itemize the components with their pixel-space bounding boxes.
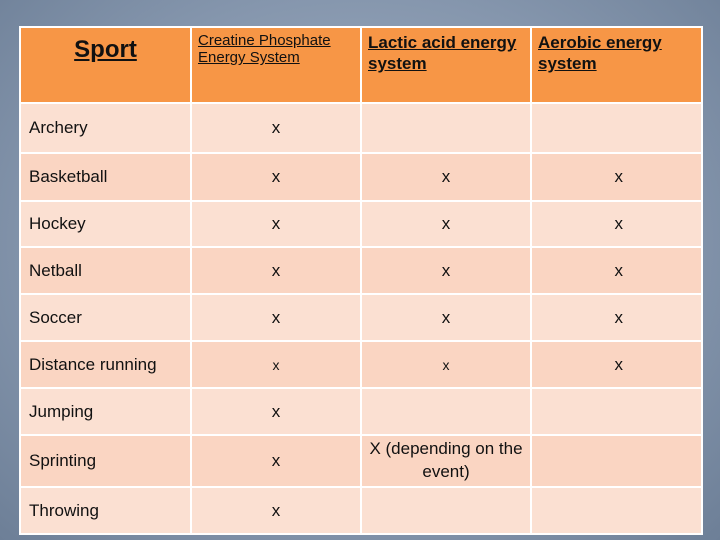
creatine-phosphate-cell: x bbox=[191, 341, 361, 388]
sport-cell: Sprinting bbox=[20, 435, 191, 487]
lactic-acid-cell: x bbox=[361, 153, 531, 201]
creatine-phosphate-cell: x bbox=[191, 247, 361, 294]
lactic-acid-cell: x bbox=[361, 247, 531, 294]
table-header-row bbox=[20, 27, 702, 103]
creatine-phosphate-cell: x bbox=[191, 294, 361, 341]
table-row bbox=[20, 247, 702, 294]
creatine-phosphate-cell: x bbox=[191, 103, 361, 153]
aerobic-cell bbox=[531, 388, 702, 435]
creatine-phosphate-cell: x bbox=[191, 388, 361, 435]
creatine-phosphate-cell: x bbox=[191, 153, 361, 201]
sport-cell: Throwing bbox=[20, 487, 191, 534]
aerobic-cell bbox=[531, 435, 702, 487]
lactic-acid-cell: x bbox=[361, 341, 531, 388]
aerobic-cell bbox=[531, 103, 702, 153]
lactic-acid-cell: x bbox=[361, 201, 531, 247]
header-aerobic: Aerobic energy system bbox=[531, 27, 702, 103]
lactic-acid-cell bbox=[361, 103, 531, 153]
creatine-phosphate-cell: x bbox=[191, 487, 361, 534]
table-row bbox=[20, 294, 702, 341]
table-row bbox=[20, 487, 702, 534]
creatine-phosphate-cell: x bbox=[191, 201, 361, 247]
table-row bbox=[20, 435, 702, 487]
table-row bbox=[20, 388, 702, 435]
sport-cell: Hockey bbox=[20, 201, 191, 247]
sport-cell: Netball bbox=[20, 247, 191, 294]
aerobic-cell: x bbox=[531, 294, 702, 341]
aerobic-cell: x bbox=[531, 341, 702, 388]
lactic-acid-cell: X (depending on the event) bbox=[361, 435, 531, 487]
aerobic-cell: x bbox=[531, 247, 702, 294]
creatine-phosphate-cell: x bbox=[191, 435, 361, 487]
header-lactic-acid: Lactic acid energy system bbox=[361, 27, 531, 103]
header-creatine-phosphate: Creatine Phosphate Energy System bbox=[191, 27, 361, 103]
table-row bbox=[20, 153, 702, 201]
aerobic-cell bbox=[531, 487, 702, 534]
sport-cell: Jumping bbox=[20, 388, 191, 435]
table-row bbox=[20, 103, 702, 153]
lactic-acid-cell: x bbox=[361, 294, 531, 341]
header-sport: Sport bbox=[20, 27, 191, 103]
energy-systems-table bbox=[19, 26, 703, 535]
lactic-acid-cell bbox=[361, 388, 531, 435]
sport-cell: Distance running bbox=[20, 341, 191, 388]
table-row bbox=[20, 341, 702, 388]
table-row bbox=[20, 201, 702, 247]
aerobic-cell: x bbox=[531, 153, 702, 201]
aerobic-cell: x bbox=[531, 201, 702, 247]
sport-cell: Basketball bbox=[20, 153, 191, 201]
sport-cell: Archery bbox=[20, 103, 191, 153]
lactic-acid-cell bbox=[361, 487, 531, 534]
sport-cell: Soccer bbox=[20, 294, 191, 341]
